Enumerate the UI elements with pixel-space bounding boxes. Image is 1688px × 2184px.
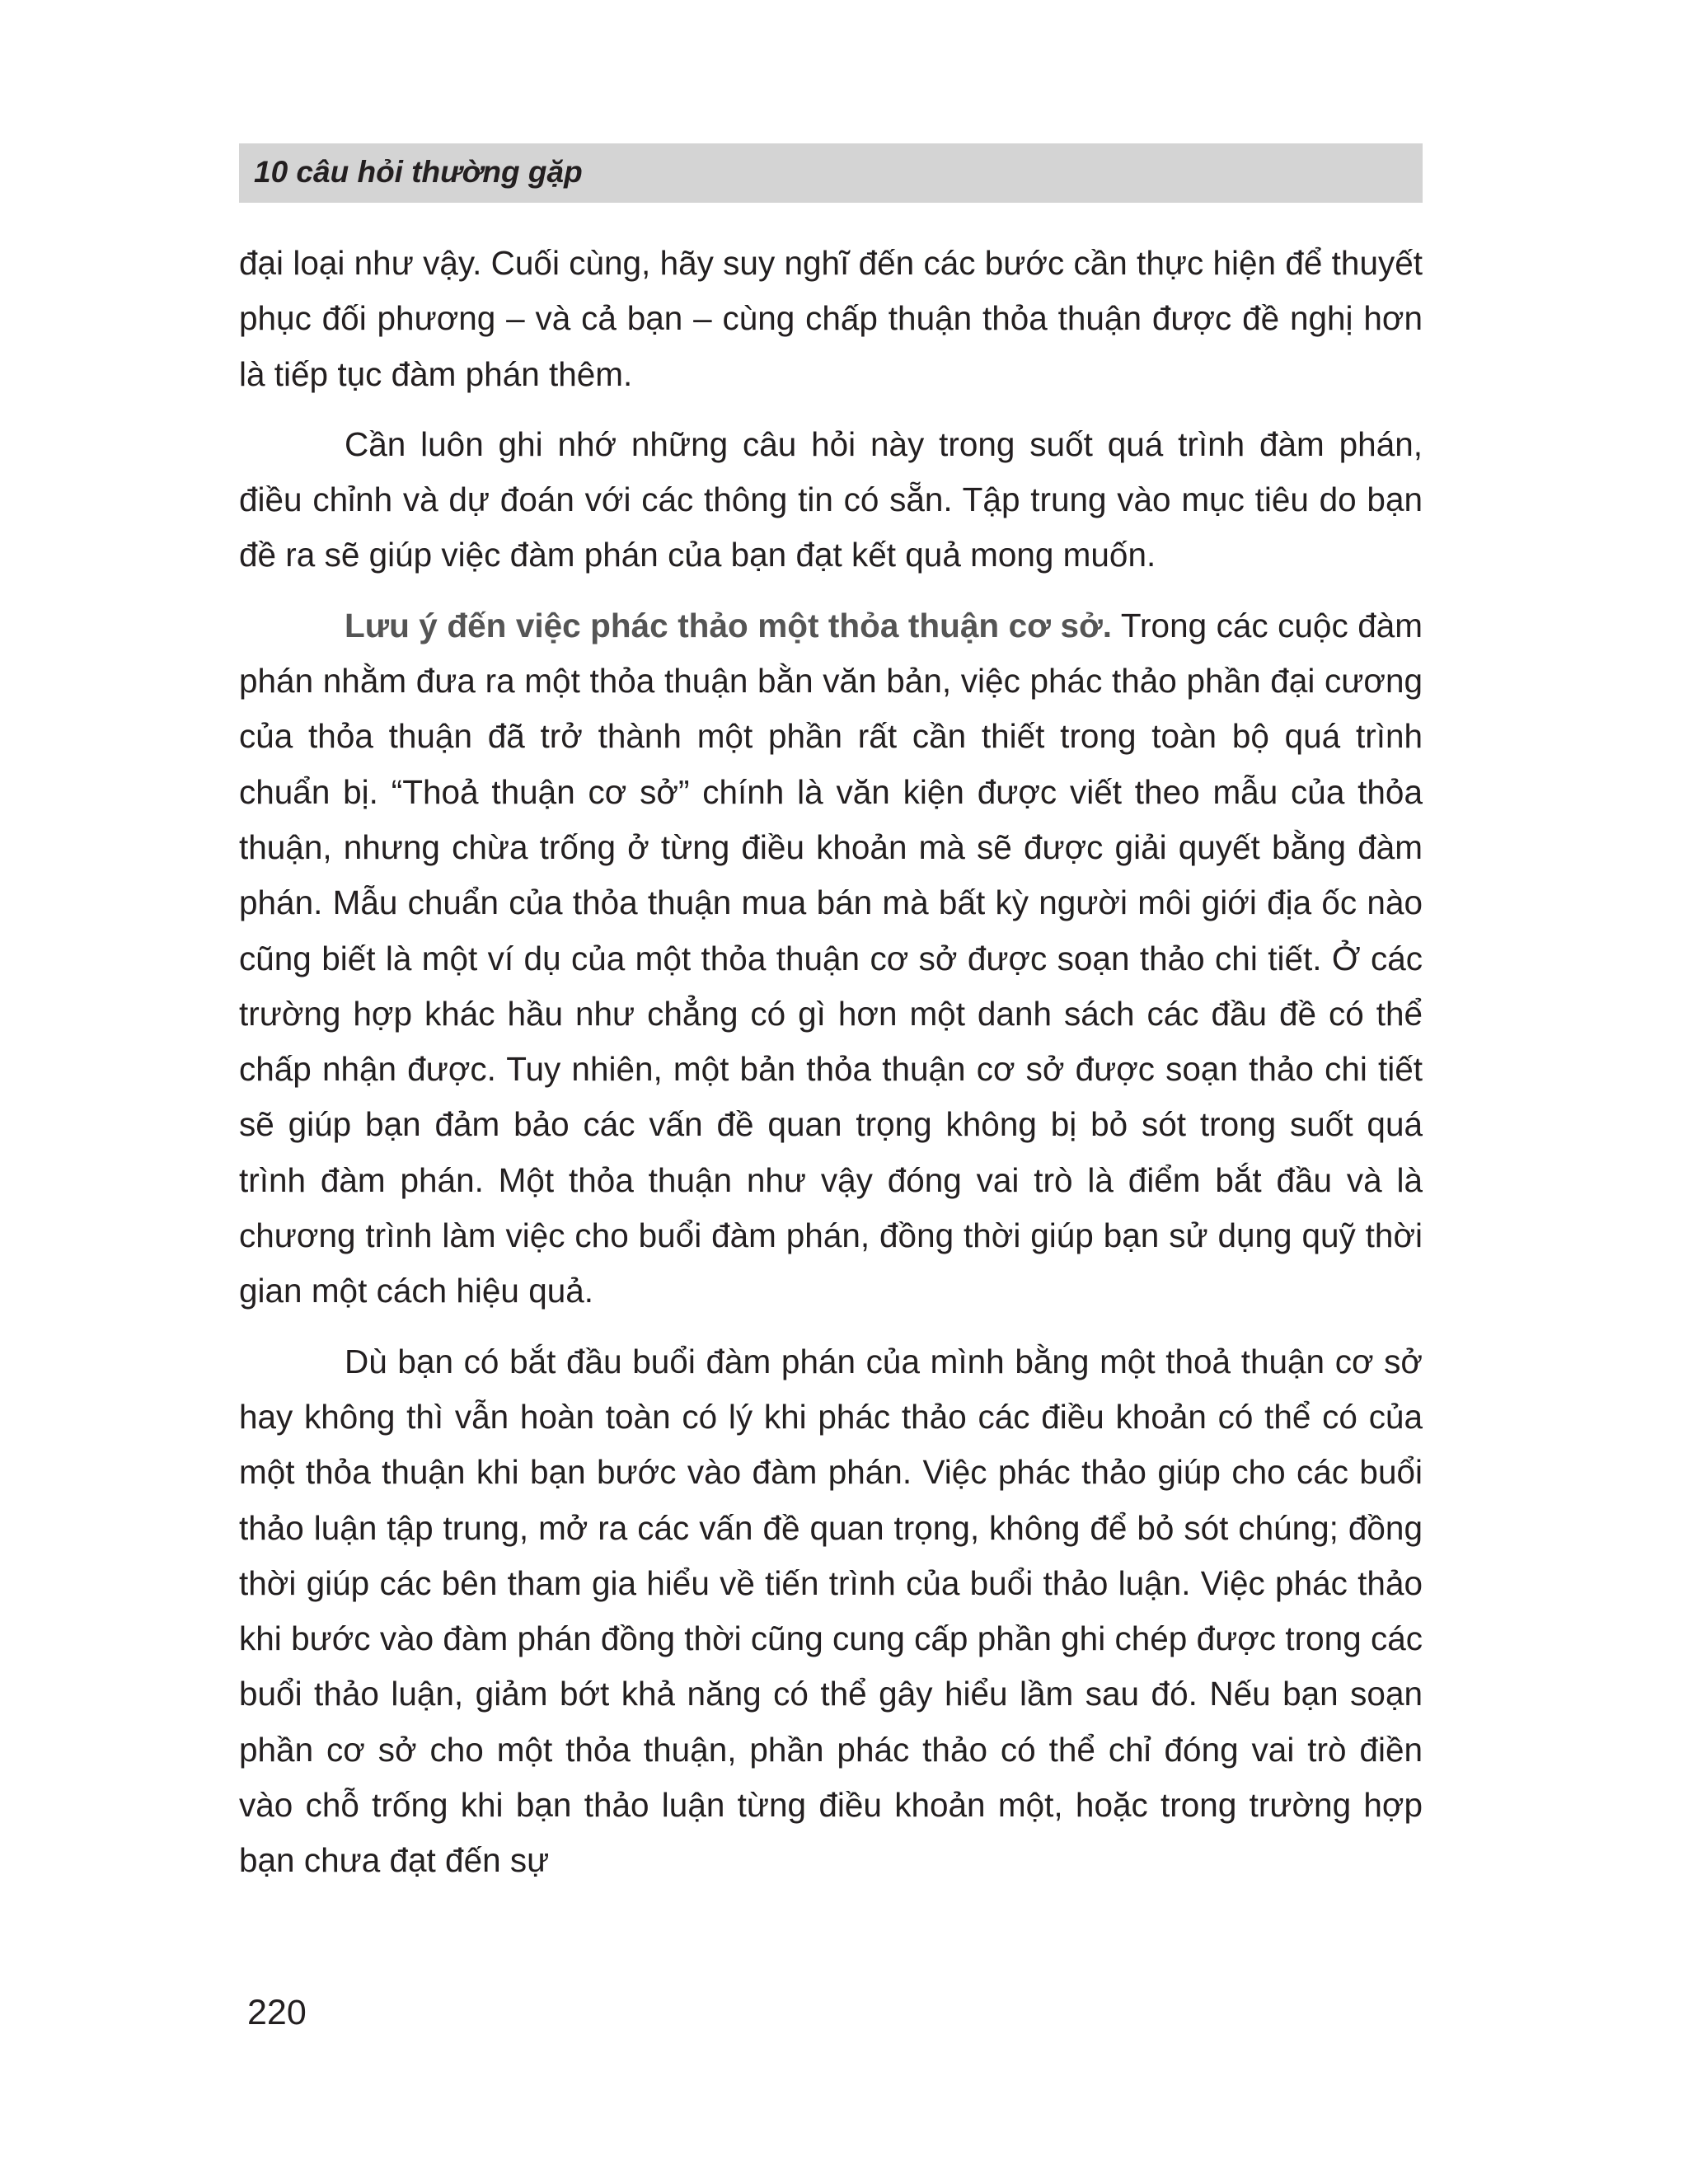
paragraph bbox=[239, 598, 1423, 1319]
page-number: 220 bbox=[247, 1993, 307, 2032]
paragraph-text: Cần luôn ghi nhớ những câu hỏi này trong suốt quá trình đàm phán, điều chỉnh và dự đoán với các thông tin có sẵn. Tập trung vào mục tiêu do bạn đề ra sẽ giúp việc đàm phán của bạn đạt kết quả mong muốn. bbox=[239, 424, 1423, 574]
paragraph-continuation bbox=[239, 236, 1423, 402]
paragraph-text: Trong các cuộc đàm phán nhằm đưa ra một thỏa thuận bằn văn bản, việc phác thảo phần đại cương của thỏa thuận đã trở thành một phần rất cần thiết trong toàn bộ quá trình chuẩn bị. “Thoả thuận cơ sở” chính là văn kiện được viết theo mẫu của thỏa thuận, nhưng chừa trống ở từng điều khoản mà sẽ được giải quyết bằng đàm phán. Mẫu chuẩn của thỏa thuận mua bán mà bất kỳ người môi giới địa ốc nào cũng biết là một ví dụ của một thỏa thuận cơ sở được soạn thảo chi tiết. Ở các trường hợp khác hầu như chẳng có gì hơn một danh sách các đầu đề có thể chấp nhận được. Tuy nhiên, một bản thỏa thuận cơ sở được soạn thảo chi tiết sẽ giúp bạn đảm bảo các vấn đề quan trọng không bị bỏ sót trong suốt quá trình đàm phán. Một thỏa thuận như vậy đóng vai trò là điểm bắt đầu và là chương trình làm việc cho buổi đàm phán, đồng thời giúp bạn sử dụng quỹ thời gian một cách hiệu quả. bbox=[239, 606, 1423, 1310]
chapter-title: 10 câu hỏi thường gặp bbox=[254, 155, 583, 189]
paragraph-text: đại loại như vậy. Cuối cùng, hãy suy nghĩ đến các bước cần thực hiện để thuyết phục đối phương – và cả bạn – cùng chấp thuận thỏa thuận được đề nghị hơn là tiếp tục đàm phán thêm. bbox=[239, 244, 1423, 393]
paragraph bbox=[239, 417, 1423, 583]
page-body bbox=[239, 236, 1423, 1904]
running-header bbox=[239, 143, 1423, 203]
paragraph-text: Dù bạn có bắt đầu buổi đàm phán của mình bằng một thoả thuận cơ sở hay không thì vẫn hoàn toàn có lý khi phác thảo các điều khoản có thể có của một thỏa thuận khi bạn bước vào đàm phán. Việc phác thảo giúp cho các buổi thảo luận tập trung, mở ra các vấn đề quan trọng, không để bỏ sót chúng; đồng thời giúp các bên tham gia hiểu về tiến trình của buổi thảo luận. Việc phác thảo khi bước vào đàm phán đồng thời cũng cung cấp phần ghi chép được trong các buổi thảo luận, giảm bớt khả năng có thể gây hiểu lầm sau đó. Nếu bạn soạn phần cơ sở cho một thỏa thuận, phần phác thảo có thể chỉ đóng vai trò điền vào chỗ trống khi bạn thảo luận từng điều khoản một, hoặc trong trường hợp bạn chưa đạt đến sự bbox=[239, 1342, 1423, 1880]
paragraph-lead-heading: Lưu ý đến việc phác thảo một thỏa thuận cơ sở. bbox=[345, 606, 1113, 644]
paragraph bbox=[239, 1334, 1423, 1889]
